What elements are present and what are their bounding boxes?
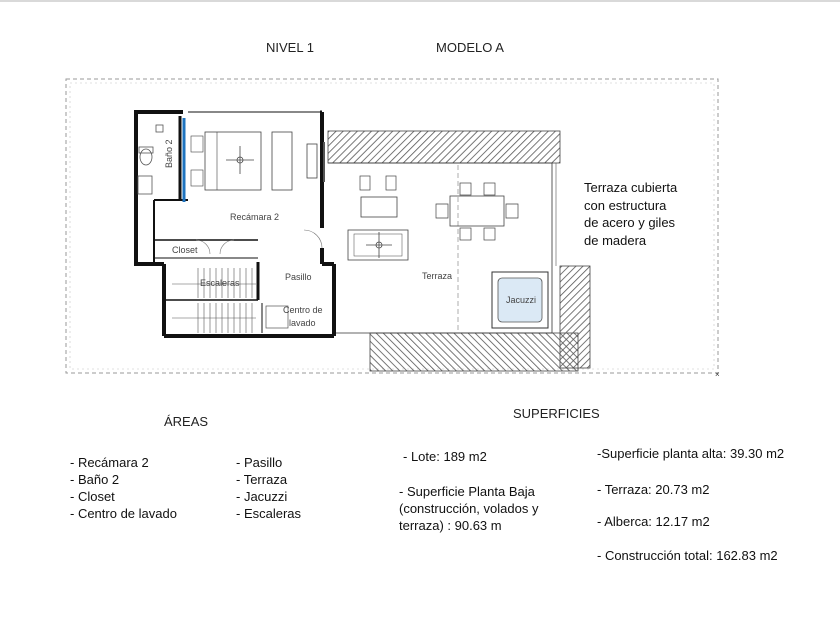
lote-value: - Lote: 189 m2: [403, 449, 487, 464]
label-escaleras: Escaleras: [200, 278, 240, 288]
terrace-note-line: de madera: [584, 232, 647, 248]
label-jacuzzi: Jacuzzi: [506, 295, 537, 305]
label-terraza: Terraza: [422, 271, 453, 281]
label-closet: Closet: [172, 245, 198, 255]
terrace-note: [584, 179, 714, 249]
label-bano: Baño 2: [164, 139, 174, 168]
pergola-right: [560, 266, 590, 368]
area-item: - Jacuzzi: [236, 489, 288, 504]
terrace-note-line: Terraza cubierta: [584, 180, 678, 195]
label-pasillo: Pasillo: [285, 272, 312, 282]
bath-fixture: [156, 125, 163, 132]
area-item: - Centro de lavado: [70, 506, 177, 521]
area-item: - Escaleras: [236, 506, 302, 521]
terraza-value: - Terraza: 20.73 m2: [597, 482, 710, 497]
label-centro-1: Centro de: [283, 305, 323, 315]
planta-alta-value: -Superficie planta alta: 39.30 m2: [597, 446, 785, 461]
toilet: [140, 149, 152, 165]
pergola-bottom: [370, 333, 578, 371]
label-recamara: Recámara 2: [230, 212, 280, 222]
planta-baja-line: (construcción, volados y: [399, 501, 539, 516]
bed: [205, 132, 261, 190]
area-item: - Terraza: [236, 472, 288, 487]
door-swing: [304, 230, 322, 248]
terrace-note-line: de acero y giles: [584, 215, 676, 230]
model-title: MODELO A: [436, 40, 504, 55]
areas-title: ÁREAS: [164, 414, 209, 429]
terrace-note-line: con estructura: [584, 197, 667, 213]
sink: [138, 176, 152, 194]
coffee-table: [361, 197, 397, 217]
areas-list-left: [70, 454, 177, 522]
desk: [272, 132, 292, 190]
planta-baja-block: [399, 483, 538, 534]
superficies-title: SUPERFICIES: [513, 406, 600, 421]
label-centro-2: lavado: [289, 318, 316, 328]
pergola-top: [328, 131, 560, 163]
construccion-total-value: - Construcción total: 162.83 m2: [597, 548, 778, 563]
chair: [360, 176, 370, 190]
area-item: - Recámara 2: [70, 455, 149, 470]
area-item: - Pasillo: [236, 455, 283, 470]
tv-unit: [307, 144, 317, 178]
planta-baja-line: terraza) : 90.63 m: [399, 518, 502, 533]
areas-list-right: [236, 454, 301, 522]
area-item: - Closet: [70, 489, 115, 504]
chair: [386, 176, 396, 190]
alberca-value: - Alberca: 12.17 m2: [597, 514, 710, 529]
level-title: NIVEL 1: [266, 40, 314, 55]
corner-mark: ×: [715, 370, 720, 379]
planta-baja-line: - Superficie Planta Baja: [399, 484, 535, 499]
area-item: - Baño 2: [70, 472, 120, 487]
